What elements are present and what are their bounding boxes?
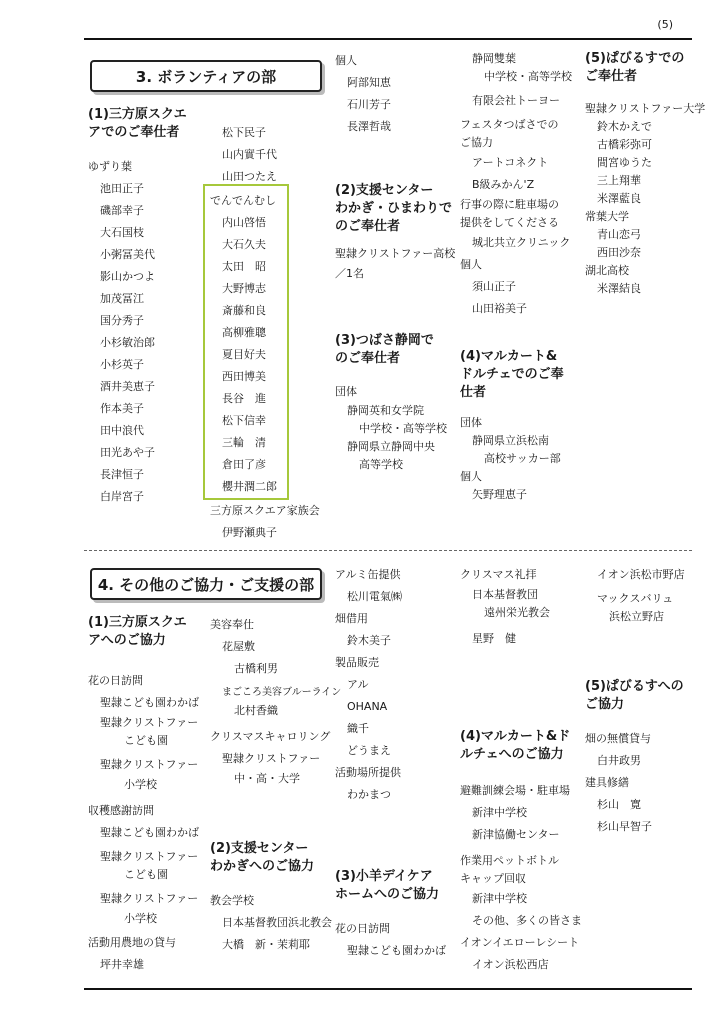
other-field-label: 畑の無償貸与 xyxy=(585,732,651,745)
list-item: 作本美子 xyxy=(100,402,144,415)
list-item: 倉田了彦 xyxy=(222,458,266,471)
hana-label: 花の日訪問 xyxy=(88,674,143,687)
futaba: 静岡雙葉 xyxy=(472,52,516,65)
list-item: 松下信幸 xyxy=(222,414,266,427)
list-item: 小杉敏治郎 xyxy=(100,336,155,349)
list-item: 斎藤和良 xyxy=(222,304,266,317)
kojin-list xyxy=(335,72,455,138)
tsubasa-item: 中学校・高等学校 xyxy=(359,422,447,435)
other-field-item: 白井政男 xyxy=(597,754,641,767)
tsubasa-item: 静岡県立静岡中央 xyxy=(347,440,435,453)
group-label: ゆずり葉 xyxy=(88,160,132,173)
page-number: (5) xyxy=(657,18,673,31)
section-divider xyxy=(84,550,692,551)
list-item: 西田沙奈 xyxy=(597,246,641,259)
other-support-title xyxy=(210,840,341,876)
list-item: 小杉英子 xyxy=(100,358,144,371)
list-item: 三上翔華 xyxy=(597,174,641,187)
kojin-label: 個人 xyxy=(335,54,357,67)
c4-kojin-label: 個人 xyxy=(460,258,482,271)
other-marcart-title-line: (4)マルカート&ド xyxy=(460,729,571,744)
list-item: 古橋彩弥可 xyxy=(597,138,652,151)
support-items xyxy=(335,244,455,284)
list-item: 加茂冨江 xyxy=(100,292,144,305)
section-4-header: 4. その他のご協力・ご支援の部 xyxy=(90,568,322,600)
list-item: 西田博美 xyxy=(222,370,266,383)
marcart-dantai: 団体 xyxy=(460,416,482,429)
dendenmushi-box xyxy=(203,184,289,500)
marcart-kojin-item: 矢野理恵子 xyxy=(472,488,527,501)
other-papirus-title xyxy=(585,678,685,714)
volunteer-col5 xyxy=(585,50,705,298)
tsubasa-dantai: 団体 xyxy=(335,385,357,398)
marcart-kojin: 個人 xyxy=(460,470,482,483)
list-item: アル xyxy=(347,678,369,691)
other-col1 xyxy=(88,614,199,976)
list-item: 三輪 清 xyxy=(222,436,266,449)
other-support-title-line: わかぎへのご協力 xyxy=(210,859,315,874)
support-title-line: わかぎ・ひまわりで xyxy=(335,201,453,216)
top-rule xyxy=(84,38,692,40)
hana-item: こども園 xyxy=(124,734,168,747)
other-col3 xyxy=(335,564,446,962)
list-item: 小粥冨美代 xyxy=(100,248,155,261)
field-item: 鈴木美子 xyxy=(347,634,391,647)
repair-item: 杉山 寛 xyxy=(597,798,641,811)
kohitsuji-title xyxy=(335,868,446,904)
tsubasa-title-line: のご奉仕者 xyxy=(335,351,401,366)
volunteer-col1 xyxy=(88,106,187,508)
marcart-title-line: 仕者 xyxy=(460,385,487,400)
marcart-title xyxy=(460,348,572,402)
list-item: 石川芳子 xyxy=(347,98,391,111)
c4-kojin-list xyxy=(460,276,572,320)
list-item: 白岸宮子 xyxy=(100,490,144,503)
other-marcart-title xyxy=(460,728,582,764)
kohitsuji-title-line: (3)小羊デイケア xyxy=(335,869,433,884)
sanpou-title xyxy=(88,106,187,142)
list-item: 松下民子 xyxy=(222,126,266,139)
other-support-title-line: (2)支援センター xyxy=(210,841,309,856)
xmas-item: 日本基督教団 xyxy=(472,588,538,601)
list-item: 鈴木かえで xyxy=(597,120,652,133)
shukaku-label: 収穫感謝訪問 xyxy=(88,804,154,817)
sales-label: 製品販売 xyxy=(335,656,379,669)
church-item: 大橋 新・茉莉耶 xyxy=(222,938,310,951)
family-list xyxy=(210,522,320,544)
papirus-title-line: ご奉仕者 xyxy=(585,69,638,84)
hinan-item: 新津協働センター xyxy=(472,828,560,841)
pet-item: その他、多くの皆さま xyxy=(472,914,582,927)
list-item: 伊野瀬典子 xyxy=(222,526,277,539)
other-papirus-title-line: (5)ぱびるすへの xyxy=(585,679,684,694)
hana-item: 聖隷こども園わかば xyxy=(100,696,199,709)
other-sanpou-title-line: (1)三方原スクエ xyxy=(88,615,187,630)
tsubasa-item: 高等学校 xyxy=(359,458,403,471)
magokoro-name: 北村香織 xyxy=(234,704,278,717)
festa-label xyxy=(460,116,572,152)
list-item: B級みかん'Z xyxy=(472,178,535,191)
list-item: 大石久夫 xyxy=(222,238,266,251)
carol-item: 中・高・大学 xyxy=(234,772,300,785)
papirus-title-line: (5)ぱびるすでの xyxy=(585,51,685,66)
list-item: 内山啓悟 xyxy=(222,216,266,229)
support-title xyxy=(335,182,455,236)
support-item: ／1名 xyxy=(335,267,364,280)
alumi-item: 松川電氣㈱ xyxy=(347,590,402,603)
support-title-line: (2)支援センター xyxy=(335,183,434,198)
other-col2 xyxy=(210,614,341,956)
list-item: 長澤哲哉 xyxy=(347,120,391,133)
xmas-item: 遠州栄光教会 xyxy=(484,606,550,619)
church-label: 教会学校 xyxy=(210,894,254,907)
list-item: 影山かつよ xyxy=(100,270,155,283)
marcart-title-line: (4)マルカート& xyxy=(460,349,558,364)
place-label: 活動場所提供 xyxy=(335,766,401,779)
section-3-header: 3. ボランティアの部 xyxy=(90,60,322,92)
xmas-name: 星野 健 xyxy=(472,632,516,645)
shukaku-item: 聖隷クリストファー xyxy=(100,850,199,863)
repair-label: 建具修繕 xyxy=(585,776,629,789)
papirus-title xyxy=(585,50,705,86)
volunteer-col4 xyxy=(460,50,572,504)
tsubasa-item: 静岡英和女学院 xyxy=(347,404,424,417)
hinan-label: 避難訓練会場・駐車場 xyxy=(460,784,570,797)
tokoha: 常葉大学 xyxy=(585,210,629,223)
other-col4 xyxy=(460,564,582,976)
list-item: 大野博志 xyxy=(222,282,266,295)
list-item: 酒井美恵子 xyxy=(100,380,155,393)
parking-label xyxy=(460,196,572,232)
list-item: 山田つたえ xyxy=(222,170,277,183)
field-label: 畑借用 xyxy=(335,612,368,625)
parking-list xyxy=(460,232,572,254)
seirei-univ: 聖隷クリストファー大学 xyxy=(585,102,706,115)
volunteer-col3 xyxy=(335,50,455,474)
pet-label: 作業用ペットボトル xyxy=(460,854,559,867)
other-sanpou-title xyxy=(88,614,199,650)
kaoku: 花屋敷 xyxy=(222,640,255,653)
place-item: わかまつ xyxy=(347,788,391,801)
marcart-item: 高校サッカー部 xyxy=(484,452,561,465)
xmas-label: クリスマス礼拝 xyxy=(460,568,537,581)
maxvalu: マックスバリュ xyxy=(597,592,674,605)
list-item: 間宮ゆうた xyxy=(597,156,652,169)
parking-line: 提供をしてくださる xyxy=(460,216,559,229)
list-item: 城北共立クリニック xyxy=(472,236,571,249)
toyo: 有限会社トーヨー xyxy=(472,94,560,107)
pet-label: キャップ回収 xyxy=(460,872,526,885)
hana-item: 小学校 xyxy=(124,778,157,791)
shukaku-item: 小学校 xyxy=(124,912,157,925)
list-item: 織千 xyxy=(347,722,369,735)
sanpou-title-line: アでのご奉仕者 xyxy=(88,125,180,140)
seirei-names xyxy=(585,118,705,208)
list-item: 山田裕美子 xyxy=(472,302,527,315)
maxvalu: 浜松立野店 xyxy=(609,610,664,623)
hana-item: 聖隷クリストファー xyxy=(100,758,199,771)
list-item: 阿部知恵 xyxy=(347,76,391,89)
list-item: 大石国枝 xyxy=(100,226,144,239)
alumi-label: アルミ缶提供 xyxy=(335,568,401,581)
festa-line: フェスタつばさでの xyxy=(460,118,559,131)
list-item: 米澤藍良 xyxy=(597,192,641,205)
kohoku-names xyxy=(585,280,705,298)
aeon-ichino: イオン浜松市野店 xyxy=(597,568,685,581)
aeon-item: イオン浜松西店 xyxy=(472,958,549,971)
other-papirus-title-line: ご協力 xyxy=(585,697,625,712)
list-item: どうまえ xyxy=(347,744,391,757)
list-item: 櫻井潤二郎 xyxy=(222,480,277,493)
shukaku-item: 聖隷こども園わかば xyxy=(100,826,199,839)
bottom-rule xyxy=(84,988,692,990)
aeon-receipt: イオンイエローレシート xyxy=(460,936,580,949)
biyo-label: 美容奉仕 xyxy=(210,618,254,631)
festa-list xyxy=(460,152,572,196)
kohitsuji-hana: 花の日訪問 xyxy=(335,922,390,935)
hana-item: 聖隷クリストファー xyxy=(100,716,199,729)
list-item: 田光あや子 xyxy=(100,446,155,459)
tsubasa-title xyxy=(335,332,455,368)
repair-item: 杉山早智子 xyxy=(597,820,652,833)
marcart-title-line: ドルチェでのご奉 xyxy=(460,367,564,382)
list-item: 池田正子 xyxy=(100,182,144,195)
support-title-line: のご奉仕者 xyxy=(335,219,401,234)
list-item: 磯部幸子 xyxy=(100,204,144,217)
carol-label: クリスマスキャロリング xyxy=(210,730,331,743)
tokoha-names xyxy=(585,226,705,262)
farm-item: 坪井幸雄 xyxy=(100,958,144,971)
tsubasa-title-line: (3)つばさ静岡で xyxy=(335,333,434,348)
names-left-list xyxy=(88,178,187,508)
list-item: アートコネクト xyxy=(472,156,549,169)
list-item: 田中浪代 xyxy=(100,424,144,437)
support-item: 聖隷クリストファー高校 xyxy=(335,247,456,260)
list-item: 長津恒子 xyxy=(100,468,144,481)
carol-item: 聖隷クリストファー xyxy=(222,752,321,765)
other-marcart-title-line: ルチェへのご協力 xyxy=(460,747,564,762)
sales-list xyxy=(335,674,446,762)
marcart-item: 静岡県立浜松南 xyxy=(472,434,549,447)
kohoku: 湖北高校 xyxy=(585,264,629,277)
farm-label: 活動用農地の貸与 xyxy=(88,936,176,949)
parking-line: 行事の際に駐車場の xyxy=(460,198,559,211)
kohitsuji-title-line: ホームへのご協力 xyxy=(335,887,440,902)
hinan-item: 新津中学校 xyxy=(472,806,527,819)
other-sanpou-title-line: アへのご協力 xyxy=(88,633,166,648)
festa-line: ご協力 xyxy=(460,136,493,149)
futaba: 中学校・高等学校 xyxy=(484,70,572,83)
magokoro: まごころ美容ブルーライン xyxy=(222,687,342,698)
list-item: 長谷 進 xyxy=(222,392,266,405)
dendenmushi-label: でんでんむし xyxy=(210,194,276,207)
list-item: 米澤結良 xyxy=(597,282,641,295)
pet-item: 新津中学校 xyxy=(472,892,527,905)
family-label: 三方原スクエア家族会 xyxy=(210,504,320,517)
list-item: OHANA xyxy=(347,700,388,713)
shukaku-item: こども園 xyxy=(124,868,168,881)
names-mid-top-list xyxy=(210,122,320,188)
church-item: 日本基督教団浜北教会 xyxy=(222,916,332,929)
list-item: 山内實千代 xyxy=(222,148,277,161)
list-item: 須山正子 xyxy=(472,280,516,293)
list-item: 国分秀子 xyxy=(100,314,144,327)
shukaku-item: 聖隷クリストファー xyxy=(100,892,199,905)
list-item: 高柳雅聰 xyxy=(222,326,266,339)
list-item: 太田 昭 xyxy=(222,260,266,273)
list-item: 夏目好夫 xyxy=(222,348,266,361)
kaoku-name: 古橋利男 xyxy=(234,662,278,675)
kohitsuji-item: 聖隷こども園わかば xyxy=(347,944,446,957)
other-col5 xyxy=(585,564,685,838)
sanpou-title-line: (1)三方原スクエ xyxy=(88,107,187,122)
list-item: 青山恋弓 xyxy=(597,228,641,241)
